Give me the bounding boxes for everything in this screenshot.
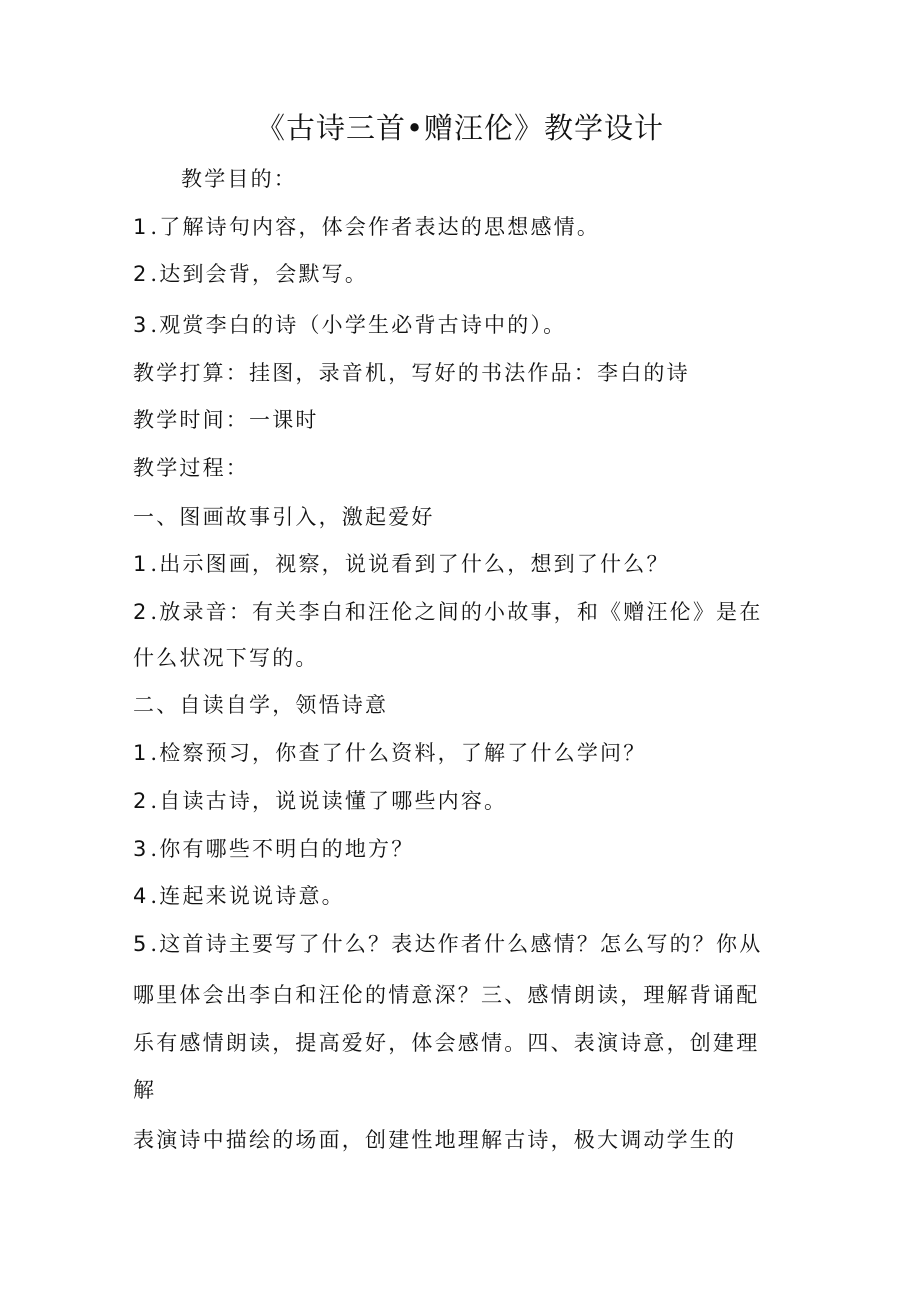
paragraph-line xyxy=(133,834,414,864)
line-text: .达到会背，会默写。 xyxy=(150,262,369,286)
line-text: 乐有感情朗读，提高爱好，体会感情。四、表演诗意，创建理 xyxy=(133,1031,760,1055)
paragraph-line xyxy=(133,212,600,242)
paragraph-line xyxy=(133,786,507,816)
paragraph-line xyxy=(133,643,319,673)
line-text: .了解诗句内容，体会作者表达的思想感情。 xyxy=(150,215,601,239)
line-text: 解 xyxy=(133,1078,157,1102)
line-text: 表演诗中描绘的场面，创建性地理解古诗，极大调动学生的 xyxy=(133,1128,737,1152)
item-number: 3 xyxy=(133,837,147,861)
paragraph-line xyxy=(133,358,690,388)
line-text: 什么状况下写的。 xyxy=(133,646,319,670)
paragraph-line xyxy=(133,597,762,627)
line-text: 教学目的： xyxy=(181,167,297,191)
paragraph-line xyxy=(133,929,762,959)
section-heading-process xyxy=(133,453,249,483)
line-text: .连起来说说诗意。 xyxy=(150,884,345,908)
paragraph-line xyxy=(133,259,368,289)
paragraph-line xyxy=(133,310,566,340)
section-heading xyxy=(133,690,388,720)
line-text: .出示图画，视察，说说看到了什么，想到了什么？ xyxy=(150,552,670,576)
paragraph-line xyxy=(133,1075,156,1105)
line-text: 教学时间：一课时 xyxy=(133,408,319,432)
paragraph-line xyxy=(133,1028,759,1058)
item-number: 5 xyxy=(133,932,147,956)
line-text: 哪里体会出李白和汪伦的情意深？三、感情朗读，理解背诵配 xyxy=(133,983,760,1007)
line-text: .自读古诗，说说读懂了哪些内容。 xyxy=(150,789,508,813)
item-number: 2 xyxy=(133,600,147,624)
line-text: 一、图画故事引入，激起爱好 xyxy=(133,505,435,529)
paragraph-line xyxy=(133,1125,736,1155)
item-number: 4 xyxy=(133,884,147,908)
line-text: 二、自读自学，领悟诗意 xyxy=(133,693,389,717)
item-number: 1 xyxy=(133,552,147,576)
paragraph-line xyxy=(133,980,759,1010)
section-heading xyxy=(133,502,435,532)
item-number: 2 xyxy=(133,262,147,286)
paragraph-line xyxy=(133,405,319,435)
line-text: 教学打算：挂图，录音机，写好的书法作品：李白的诗 xyxy=(133,361,690,385)
section-heading-objectives xyxy=(181,164,297,194)
item-number: 2 xyxy=(133,789,147,813)
item-number: 1 xyxy=(133,741,147,765)
paragraph-line xyxy=(133,738,646,768)
paragraph-line xyxy=(133,549,670,579)
line-text: .这首诗主要写了什么？表达作者什么感情？怎么写的？你从 xyxy=(150,932,763,956)
line-text: .检察预习，你查了什么资料，了解了什么学问？ xyxy=(150,741,647,765)
document-title: 《古诗三首•赠汪伦》教学设计 xyxy=(255,111,665,145)
line-text: .放录音：有关李白和汪伦之间的小故事，和《赠汪伦》是在 xyxy=(150,600,763,624)
line-text: 教学过程： xyxy=(133,456,249,480)
paragraph-line xyxy=(133,881,345,911)
line-text: .观赏李白的诗（小学生必背古诗中的）。 xyxy=(150,313,567,337)
line-text: .你有哪些不明白的地方？ xyxy=(150,837,415,861)
item-number: 1 xyxy=(133,215,147,239)
item-number: 3 xyxy=(133,313,147,337)
